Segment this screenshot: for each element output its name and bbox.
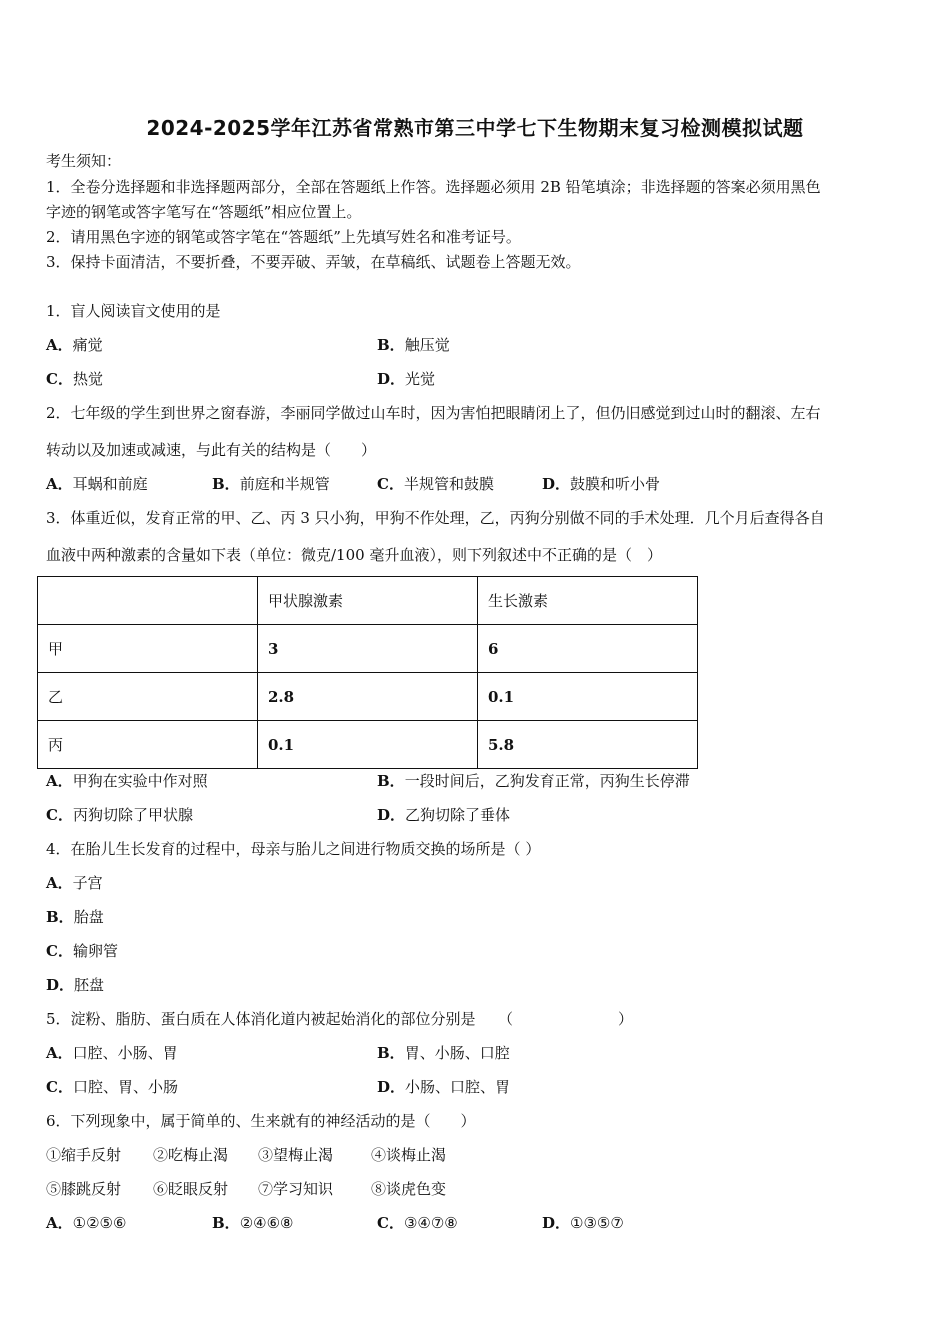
option-label: D． [377, 370, 406, 388]
q5-option-c [46, 1077, 178, 1097]
option-label: A． [46, 475, 73, 493]
q4-stem: 4．在胎儿生长发育的过程中，母亲与胎儿之间进行物质交换的场所是（ ） [46, 840, 541, 858]
q6-option-c [377, 1213, 458, 1233]
q3-option-d [377, 805, 510, 825]
option-label: B． [212, 475, 240, 493]
q6-item-1: ①缩手反射 [46, 1146, 122, 1164]
option-text: 乙狗切除了垂体 [405, 806, 511, 824]
q6-item-5: ⑤膝跳反射 [46, 1180, 122, 1198]
table-header-cell [38, 577, 258, 625]
option-text: 丙狗切除了甲状腺 [72, 806, 193, 824]
option-text: 胚盘 [74, 976, 105, 994]
option-text: 鼓膜和听小骨 [570, 475, 661, 493]
option-label: C． [377, 1214, 404, 1232]
q6-option-d [542, 1213, 624, 1233]
q3-option-b [377, 771, 690, 791]
option-label: A． [46, 874, 73, 892]
option-text: ③④⑦⑧ [403, 1214, 458, 1232]
q6-option-b [212, 1213, 293, 1233]
option-text: 痛觉 [72, 336, 103, 354]
table-cell: 甲 [38, 625, 258, 673]
option-text: 一段时间后，乙狗发育正常，丙狗生长停滞 [404, 772, 690, 790]
q2-option-a [46, 474, 148, 494]
q6-item-3: ③望梅止渴 [258, 1146, 334, 1164]
option-label: D． [46, 976, 75, 994]
table-cell: 2.8 [258, 673, 478, 721]
option-text: 胎盘 [73, 908, 104, 926]
notice-line-1b: 字迹的钢笔或答字笔写在“答题纸”相应位置上。 [46, 203, 362, 221]
q3-stem-b: 血液中两种激素的含量如下表（单位：微克/100 毫升血液），则下列叙述中不正确的是（ ） [46, 546, 662, 564]
q4-option-b [46, 907, 104, 927]
q2-stem-a: 2．七年级的学生到世界之窗春游，李丽同学做过山车时，因为害怕把眼睛闭上了，但仍旧感觉到过山时的翻滚、左右 [46, 404, 821, 422]
page-title: 2024-2025学年江苏省常熟市第三中学七下生物期末复习检测模拟试题 [146, 116, 804, 140]
option-text: 半规管和鼓膜 [403, 475, 494, 493]
table-row [38, 721, 698, 769]
q3-stem-a: 3．体重近似，发育正常的甲、乙、丙 3 只小狗，甲狗不作处理，乙，丙狗分别做不同的手术处理．几个月后查得各自 [46, 509, 825, 527]
q6-item-2: ②吃梅止渴 [153, 1146, 229, 1164]
q6-option-a [46, 1213, 126, 1233]
table-row [38, 673, 698, 721]
q6-item-4: ④谈梅止渴 [371, 1146, 447, 1164]
option-text: ②④⑥⑧ [239, 1214, 294, 1232]
option-label: C． [46, 1078, 73, 1096]
q4-option-a [46, 873, 103, 893]
q1-stem: 1．盲人阅读盲文使用的是 [46, 302, 221, 320]
q5-option-a [46, 1043, 178, 1063]
q4-option-c [46, 941, 118, 961]
option-label: C． [377, 475, 404, 493]
option-text: 子宫 [72, 874, 103, 892]
q1-option-c [46, 369, 103, 389]
table-cell: 6 [478, 625, 698, 673]
option-label: D． [542, 1214, 571, 1232]
q4-option-d [46, 975, 104, 995]
option-text: 口腔、小肠、胃 [72, 1044, 178, 1062]
notice-heading: 考生须知： [46, 152, 122, 170]
q6-stem: 6．下列现象中，属于简单的、生来就有的神经活动的是（ ） [46, 1112, 476, 1130]
q5-option-b [377, 1043, 510, 1063]
q6-item-6: ⑥眨眼反射 [153, 1180, 229, 1198]
table-cell: 3 [258, 625, 478, 673]
q1-option-d [377, 369, 435, 389]
option-label: A． [46, 1044, 73, 1062]
option-text: 前庭和半规管 [239, 475, 330, 493]
option-label: D． [377, 1078, 406, 1096]
hormone-table [37, 576, 698, 769]
option-label: C． [46, 806, 73, 824]
option-label: C． [46, 942, 73, 960]
q6-item-7: ⑦学习知识 [258, 1180, 334, 1198]
option-label: B． [212, 1214, 240, 1232]
option-label: A． [46, 336, 73, 354]
option-text: 胃、小肠、口腔 [404, 1044, 510, 1062]
table-header-cell: 甲状腺激素 [258, 577, 478, 625]
table-cell: 0.1 [258, 721, 478, 769]
option-text: 小肠、口腔、胃 [405, 1078, 511, 1096]
option-text: 光觉 [405, 370, 436, 388]
table-row [38, 625, 698, 673]
option-text: 甲狗在实验中作对照 [72, 772, 208, 790]
q3-option-c [46, 805, 193, 825]
option-text: 触压觉 [404, 336, 450, 354]
option-label: B． [46, 908, 74, 926]
notice-line-3: 3．保持卡面清洁，不要折叠，不要弄破、弄皱，在草稿纸、试题卷上答题无效。 [46, 253, 581, 271]
option-text: ①③⑤⑦ [570, 1214, 624, 1232]
table-cell: 乙 [38, 673, 258, 721]
option-label: A． [46, 772, 73, 790]
option-text: ①②⑤⑥ [72, 1214, 127, 1232]
q5-option-d [377, 1077, 510, 1097]
option-label: A． [46, 1214, 73, 1232]
q2-stem-b: 转动以及加速或减速，与此有关的结构是（ ） [46, 441, 377, 459]
option-label: B． [377, 336, 405, 354]
option-label: D． [542, 475, 571, 493]
option-text: 输卵管 [72, 942, 118, 960]
q1-option-a [46, 335, 103, 355]
table-header-row [38, 577, 698, 625]
option-label: D． [377, 806, 406, 824]
table-header-cell: 生长激素 [478, 577, 698, 625]
q2-option-b [212, 474, 330, 494]
table-cell: 0.1 [478, 673, 698, 721]
table-cell: 5.8 [478, 721, 698, 769]
option-label: B． [377, 772, 405, 790]
q3-option-a [46, 771, 208, 791]
option-text: 口腔、胃、小肠 [72, 1078, 178, 1096]
q1-option-b [377, 335, 450, 355]
notice-line-1a: 1．全卷分选择题和非选择题两部分，全部在答题纸上作答。选择题必须用 2B 铅笔填涂；非选择题的答案必须用黑色 [46, 178, 821, 196]
table-cell: 丙 [38, 721, 258, 769]
q5-stem: 5．淀粉、脂肪、蛋白质在人体消化道内被起始消化的部位分别是 （ ） [46, 1010, 634, 1028]
q2-option-c [377, 474, 494, 494]
option-label: C． [46, 370, 73, 388]
q6-item-8: ⑧谈虎色变 [371, 1180, 447, 1198]
q2-option-d [542, 474, 660, 494]
notice-line-2: 2．请用黑色字迹的钢笔或答字笔在“答题纸”上先填写姓名和准考证号。 [46, 228, 521, 246]
option-text: 热觉 [72, 370, 103, 388]
option-text: 耳蜗和前庭 [72, 475, 148, 493]
option-label: B． [377, 1044, 405, 1062]
